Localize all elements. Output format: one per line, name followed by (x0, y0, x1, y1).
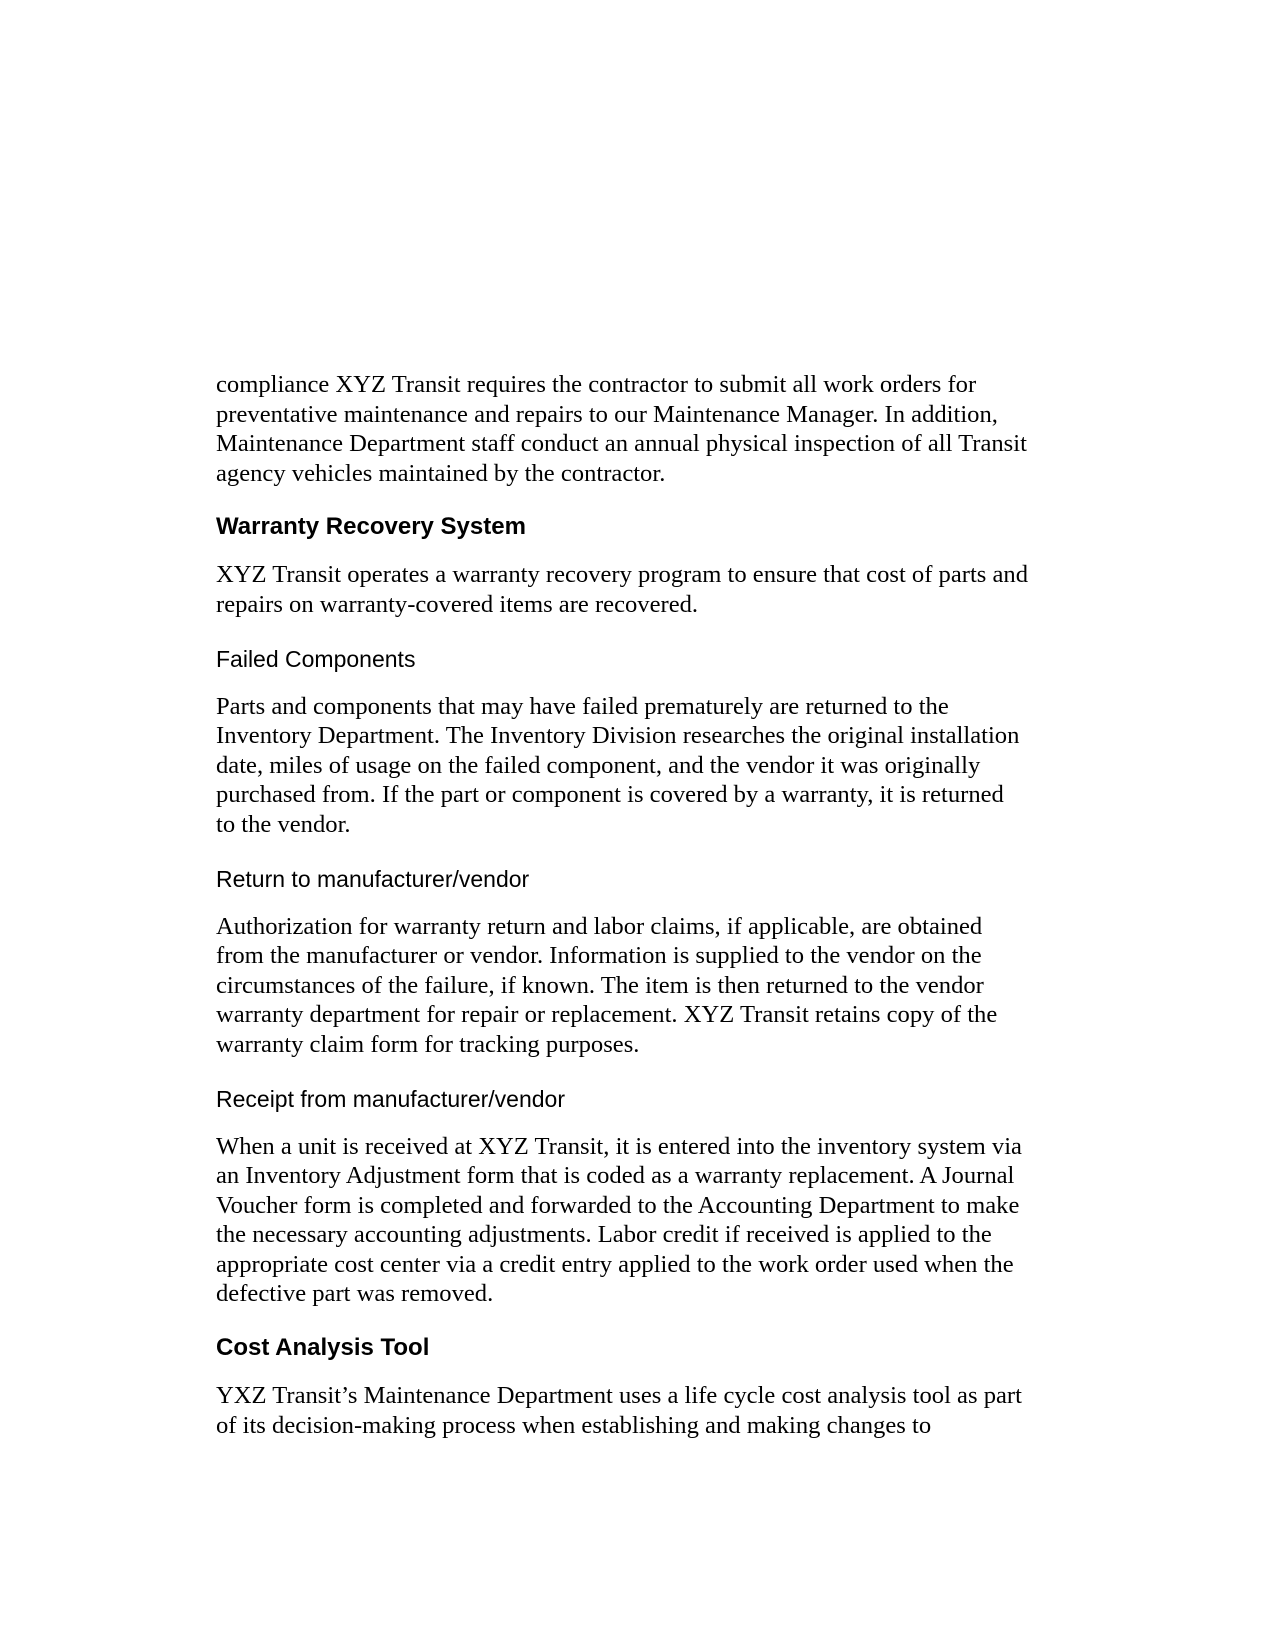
warranty-recovery-heading: Warranty Recovery System (216, 513, 526, 541)
receipt-from-vendor-heading: Receipt from manufacturer/vendor (216, 1085, 565, 1112)
failed-components-paragraph: Parts and components that may have failed prematurely are returned to the Inventory Department. The Inventory Division researches the original installation date, miles of usage on the failed component, and the vendor it was originally purchased from. If the part or component is covered by a warranty, it is returned to the vendor. (216, 692, 1020, 838)
intro-paragraph: compliance XYZ Transit requires the contractor to submit all work orders for preventative maintenance and repairs to our Maintenance Manager. In addition, Maintenance Department staff conduct an annual physical inspection of all Transit agency vehicles maintained by the contractor. (216, 371, 1027, 487)
receipt-from-vendor-paragraph: When a unit is received at XYZ Transit, it is entered into the inventory system via an Inventory Adjustment form that is coded as a warranty replacement. A Journal Voucher form is completed and forwarded to the Accounting Department to make the necessary accounting adjustments. Labor credit if received is applied to the appropriate cost center via a credit entry applied to the work order used when the defective part was removed. (216, 1132, 1022, 1308)
cost-analysis-paragraph: YXZ Transit’s Maintenance Department uses a life cycle cost analysis tool as part of its decision-making process when establishing and making changes to (216, 1382, 1022, 1439)
failed-components-heading: Failed Components (216, 645, 416, 672)
warranty-recovery-paragraph: XYZ Transit operates a warranty recovery program to ensure that cost of parts and repairs on warranty-covered items are recovered. (216, 561, 1029, 618)
cost-analysis-heading: Cost Analysis Tool (216, 1334, 430, 1362)
return-to-vendor-heading: Return to manufacturer/vendor (216, 865, 530, 892)
return-to-vendor-paragraph: Authorization for warranty return and labor claims, if applicable, are obtained from the manufacturer or vendor. Information is supplied to the vendor on the circumstances of the failure, if known. The item is then returned to the vendor warranty department for repair or replacement. XYZ Transit retains copy of the warranty claim form for tracking purposes. (216, 912, 998, 1058)
document-page (216, 370, 1056, 1440)
